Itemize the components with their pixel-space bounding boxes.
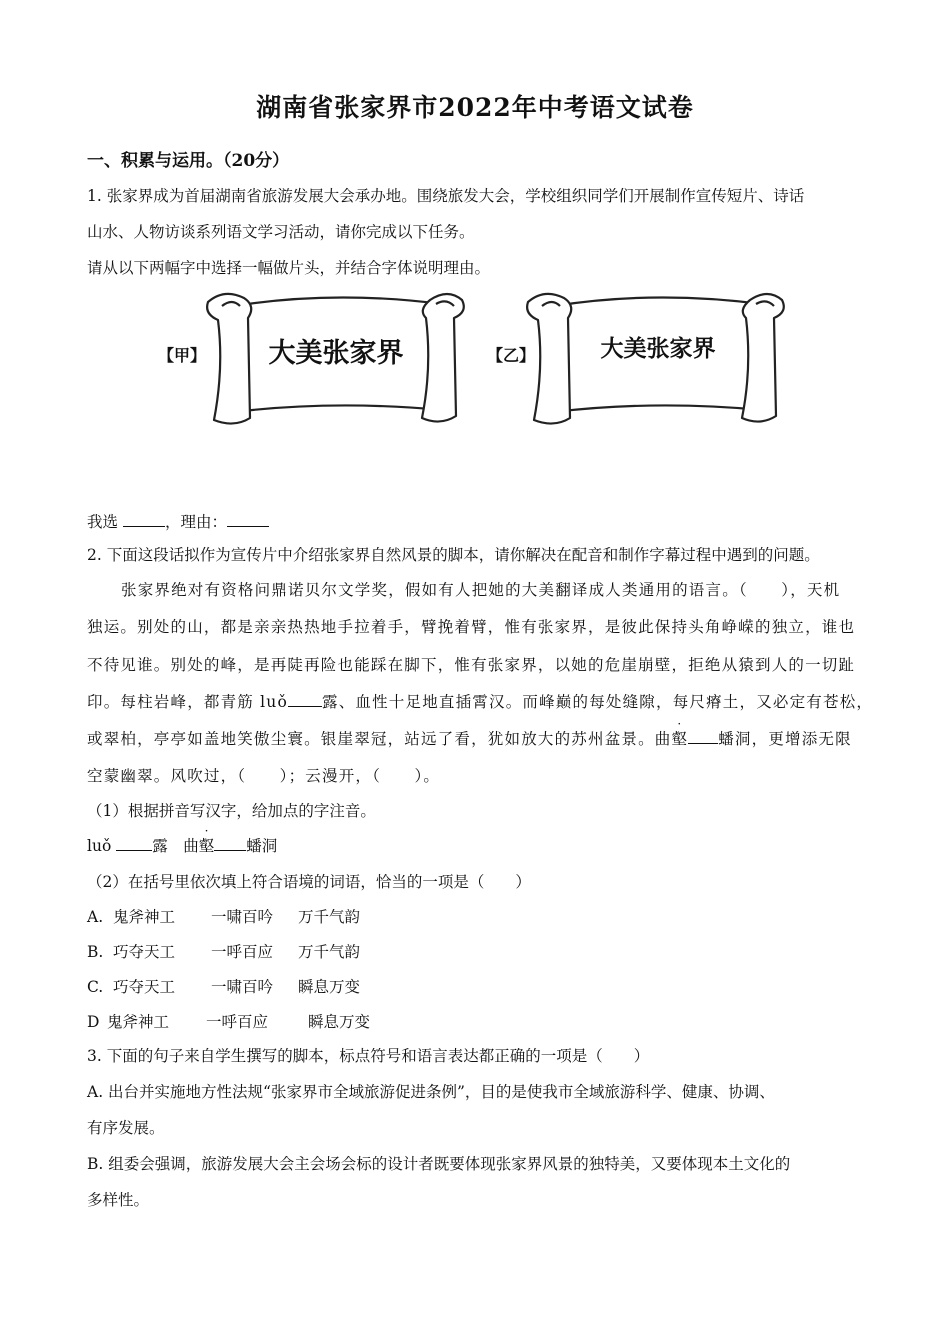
- sub1-end: 蟠洞: [246, 837, 278, 855]
- q2-passage-line5: [87, 717, 852, 749]
- q2-option-b[interactable]: [87, 940, 360, 962]
- q3-option-a-line1[interactable]: A. 出台并实施地方性法规“张家界市全域旅游促进条例”，目的是使我市全域旅游科学、健康、协调、: [87, 1083, 775, 1101]
- option-word-1: 鬼斧神工: [107, 1013, 170, 1031]
- option-word-2: 一啸百吟: [211, 978, 274, 996]
- scroll-yi-image: [524, 288, 788, 428]
- jia-label: 【甲】: [158, 346, 207, 365]
- section-heading: 一、积累与运用。（20分）: [87, 151, 290, 171]
- answer-prefix: 我选: [87, 513, 119, 531]
- passage-line5-start: 或翠柏，亭亭如盖地笑傲尘寰。银崖翠冠，站远了看，犹如放大的苏州盆景。曲: [87, 730, 672, 748]
- answer-blank-reason[interactable]: [227, 512, 269, 527]
- q3-option-b-line2: 多样性。: [87, 1191, 150, 1209]
- q3-option-b-line1[interactable]: B. 组委会强调，旅游发展大会主会场会标的设计者既要体现张家界风景的独特美，又要体现本土文化的: [87, 1155, 791, 1173]
- option-key: B.: [87, 943, 104, 961]
- q2-passage-line4: [87, 690, 873, 712]
- option-word-2: 一啸百吟: [211, 908, 274, 926]
- sub1-dotted-char: · 壑: [198, 824, 215, 855]
- q2-option-c[interactable]: [87, 975, 360, 997]
- sub1-blank-2[interactable]: [214, 836, 246, 851]
- scroll-jia-image: [204, 288, 468, 428]
- q2-passage-line6: 空蒙幽翠。风吹过，（ ）；云漫开，（ ）。: [87, 767, 441, 785]
- passage-line5-end: 蟠洞，更增添无限: [718, 730, 852, 748]
- q1-line2: 山水、人物访谈系列语文学习活动，请你完成以下任务。: [87, 223, 475, 241]
- q3-option-a-line2: 有序发展。: [87, 1119, 165, 1137]
- passage-line4-start: 印。每柱岩峰，都青筋 luǒ: [87, 693, 288, 711]
- page-title: 湖南省张家界市2022年中考语文试卷: [256, 93, 694, 122]
- option-key: D: [87, 1013, 100, 1031]
- sub1-blank-1[interactable]: [116, 836, 152, 851]
- option-word-3: 瞬息万变: [298, 978, 361, 996]
- q1-answer-line: [87, 510, 269, 532]
- answer-blank-choice[interactable]: [123, 512, 165, 527]
- q2-passage-line1: 张家界绝对有资格问鼎诺贝尔文学奖，假如有人把她的大美翻译成人类通用的语言。（ ），天机: [121, 581, 841, 599]
- answer-mid: ，理由：: [164, 513, 227, 531]
- q2-sub1: （1）根据拼音写汉字，给加点的字注音。: [87, 802, 376, 820]
- q2-passage-line3: 不待见谁。别处的峰，是再陡再险也能踩在脚下，惟有张家界，以她的危崖崩壁，拒绝从猿到人的一切趾: [87, 656, 856, 674]
- option-word-1: 鬼斧神工: [113, 908, 176, 926]
- q1-instruction: 请从以下两幅字中选择一幅做片头，并结合字体说明理由。: [87, 259, 491, 277]
- q2-sub2: （2）在括号里依次填上符合语境的词语，恰当的一项是（ ）: [87, 873, 531, 891]
- option-key: A.: [87, 908, 104, 926]
- option-word-1: 巧夺天工: [113, 943, 176, 961]
- sub1-mid: 露 曲: [152, 837, 199, 855]
- option-word-1: 巧夺天工: [113, 978, 176, 996]
- option-word-3: 万千气韵: [298, 908, 361, 926]
- jia-scroll-text: 大美张家界: [268, 338, 404, 369]
- option-word-2: 一呼百应: [206, 1013, 269, 1031]
- passage-line4-end: 露、血性十足地直插霄汉。而峰巅的每处缝隙，每尺瘠土，又必定有苍松，: [322, 693, 874, 711]
- sub1-pinyin: luǒ: [87, 837, 112, 855]
- passage-blank-he[interactable]: [688, 729, 718, 744]
- option-word-3: 万千气韵: [298, 943, 361, 961]
- q1-line1: 1. 张家界成为首届湖南省旅游发展大会承办地。围绕旅发大会，学校组织同学们开展制作宣传短片、诗话: [87, 187, 805, 205]
- q2-passage-line2: 独运。别处的山，都是亲亲热热地手拉着手，臂挽着臂，惟有张家界，是彼此保持头角峥嵘的独立，谁也: [87, 618, 856, 636]
- q2-line1: 2. 下面这段话拟作为宣传片中介绍张家界自然风景的脚本，请你解决在配音和制作字幕过程中遇到的问题。: [87, 546, 820, 564]
- q3-line1: 3. 下面的句子来自学生撰写的脚本，标点符号和语言表达都正确的一项是（ ）: [87, 1047, 650, 1065]
- yi-scroll-text: 大美张家界: [600, 336, 716, 362]
- option-word-2: 一呼百应: [211, 943, 274, 961]
- q2-sub1-answer: [87, 824, 278, 856]
- passage-blank-luo[interactable]: [288, 692, 322, 707]
- q2-option-d[interactable]: [87, 1010, 370, 1032]
- yi-label: 【乙】: [487, 346, 536, 365]
- option-word-3: 瞬息万变: [308, 1013, 371, 1031]
- q2-option-a[interactable]: [87, 905, 360, 927]
- dotted-char: · 壑: [671, 717, 689, 748]
- option-key: C.: [87, 978, 104, 996]
